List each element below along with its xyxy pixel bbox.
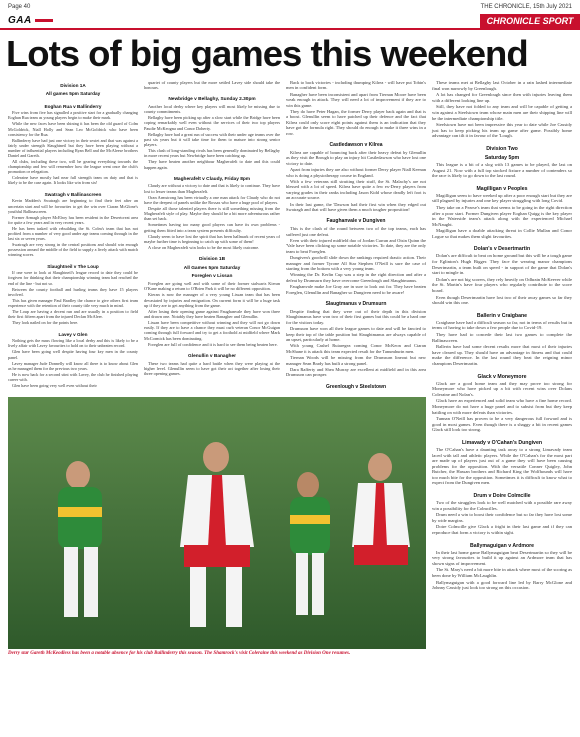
spacer <box>8 258 138 261</box>
match-photo <box>8 397 426 649</box>
paragraph: A lot has changed for Greenlough since then with injuries leaving them with a different looking line up. <box>432 92 572 103</box>
paragraph: Still, they have not folded to any team and will be capable of getting a win against a Steelstown team whose main men are their shipping line will be the intermediate championship title. <box>432 104 572 121</box>
article-column-1 <box>8 80 138 389</box>
paragraph: With a few veterans still strutting their stuff, the St. Malachy's are not blessed with a lot of speed. Kilrea have quite a few ex-Derry players from varying grades in their ranks including Jason Kidd whose deadly left foot is an accurate source. <box>286 178 426 201</box>
spacer <box>286 379 426 382</box>
paragraph: Claudy seem to have lost the spirit that has been hallmark of recent years of maybe further time is beginning to catch up with some of them! <box>144 233 280 244</box>
section-heading: Glenullin v Banagher <box>188 353 236 359</box>
article-column-3 <box>286 80 426 392</box>
spacer <box>144 251 280 254</box>
paragraph: Even with their injured midfield duo of Jordan Curran and Oisin Quinn the 'Vale have been clicking up some notable victories. To date, they are the only team to beat Foreglen. <box>286 238 426 254</box>
paragraph: This has given manager Paul Bradley the chance to give others first team experience with the retention of their county title very much in mind. <box>8 297 138 308</box>
paragraph: Claudy are without a victory to date and that is likely to continue. They have lost to lesser teams than Magherafelt. <box>144 183 280 194</box>
section-heading: Eoghan Rua v Ballinderry <box>44 103 102 109</box>
section-heading: All Games 5pm Saturday <box>183 265 241 271</box>
paragraph: This clash of long-standing rivals has been generally dominated by Bellaghy in more recent years but Newbridge have been catching up. <box>144 148 280 159</box>
paragraph: Sometimes having too many good players can have its own problems - getting them fitted into a team system presents difficulty. <box>144 222 280 233</box>
paragraph: Foreglen are full of confidence and it is hard to see them being beaten here. <box>148 341 278 347</box>
section-band <box>0 14 580 28</box>
spacer <box>8 186 138 189</box>
paragraph: Kevin Madden's Swatragh are beginning to find their feet after an uncertain start and will be favourites to get the win over Ciaran McGlone's youthful Ballinascreen. <box>8 198 138 214</box>
publication-date: THE CHRONICLE, 15th July 2021 <box>480 4 572 10</box>
section-heading: Ballerin v Craigbane <box>476 312 528 319</box>
paragraph: Bellaghy have been picking up after a slow start while the Bridge have been coping remarkably well even without the services of their two top players Paudie McKeogna and Conor Doherty. <box>144 115 280 131</box>
paragraph: The Loup are having a decent run and are usually in a position to field their first fifteen apart from the injured Declan McAleer. <box>8 308 138 319</box>
article-column-4 <box>432 80 572 592</box>
paragraph: Drumsurn have won all their league games to date and will be fancied to keep their top of the table position but Slaughtmanus are always capable of an upset, particularly at home. <box>286 326 426 342</box>
paragraph: Dungiven's goodwill slide down the rankings required drastic action. Their manager and former Tyrone All Star Stephen O'Neill is sure the case of starting from the bottom with a very young team. <box>286 255 426 272</box>
article-column-2 <box>144 80 280 377</box>
section-heading: Glack v Moneymore <box>477 373 527 380</box>
paragraph: Former Armagh player McElroy has been resident in the Desertcreat area for quite a few years and in very recent years. <box>8 214 138 225</box>
paragraph: quartet of county players but the more settled Lavey side should take the honours. <box>144 80 280 91</box>
paragraph: After losing their opening game against Faughanvale they have won three and drawn one. Notably they have beaten Banagher and Glenullin. <box>144 308 280 319</box>
paragraph: Ballerin have had some decent results more that most of their injuries have cleared up. They should have an advantage in fitness and that could make the difference. In the last round they beat the reigning minor champions Desertmartin. <box>432 344 572 366</box>
paragraph: Doire Colmcille give Glack a fright in their last game and if they can reproduce that form a victory is within sight. <box>432 524 572 536</box>
headline: Lots of big games this weekend <box>6 33 528 74</box>
paragraph: Magilligan have a doable attacking threat in Collie Mullan and Conor Logue so that makes them slight favourites. <box>432 228 572 239</box>
paragraph: These two teams had quite a hard battle when they were playing at the higher level. Glenullin seem to have got their act together after losing their three opening games. <box>144 360 280 376</box>
section-heading: Division 1B <box>198 257 226 263</box>
spacer <box>8 98 138 101</box>
paragraph: Glack have an experienced and solid team who have a fine home record. Moneymore do not have a huge panel and to subsist from but they keep battling on with more defeats than victories. <box>432 398 572 415</box>
paragraph: A close on Magherafelt win looks to be the most likely outcome. <box>148 245 260 251</box>
section-heading: Castledawson v Kilrea <box>329 142 383 149</box>
paragraph: Lavey manager Jude Donnelly will know all there is to know about Glen as he managed them for the previous two years. <box>8 360 138 371</box>
paragraph: Dolan's are difficult to beat on home ground but this will be a tough game for Eglinton's Hugh Bigger. They face the wearing manor champions Desertmartin, a team built on speed - in support of the game that Dolan's start to mingle in. <box>432 253 572 276</box>
section-heading: Division 1A <box>60 83 86 88</box>
paragraph: The St. Mary's need a bit more bite in attack where most of the scoring as been done by William McLaughlin. <box>432 567 572 578</box>
spacer <box>432 180 572 183</box>
paragraph: Lissan have been competitive without winning and they will not go down easily. If they are to have a chance they must curb veteran Conor McGuigan coming through full forward and try to get a foothold at midfield where Mark McCormick has been dominating. <box>144 320 280 341</box>
spacer <box>144 91 280 94</box>
spacer <box>8 326 138 329</box>
paragraph: Nothing gets the mass flowing like a local derby and this is likely to be a lively affair with Lavey favourites to hold on to their unbeaten record. <box>8 338 138 349</box>
spacer <box>144 348 280 351</box>
paragraph: They look nailed on for the points here. <box>12 319 79 325</box>
spacer <box>432 307 572 310</box>
paragraph: In their last game, the 'Dawson had their first win when they edged out Swatragh and that will have given them a much tougher proposition! <box>286 201 426 212</box>
section-heading: Magilligan v Peoples <box>476 185 528 192</box>
paragraph: This league is a bit of a slog with 13 games to be played, the last on August 21. Now with a full top stocked fixture a number of contenders so the race is likely to go down to the last round. <box>432 161 572 179</box>
paragraph: Drum need a win to boost their confidence but so far they have lost some by wide margins. <box>432 512 572 523</box>
spacer <box>432 537 572 540</box>
paragraph: Steelstown have not been impressive this year to date while Joe Cassidy just has to keep picking his team up game after game. Possibly home advantage can tilt it in favour of the 'Lough. <box>432 122 572 139</box>
paragraph: Two of the strugglers look to be well matched with a possible rare away win a possibility for the Colmcilles. <box>432 500 572 511</box>
paragraph: Ballinderry have had just one victory in their sextet and that was against a fairly under strength Slaughtneil but they have been playing without a number of influential players including Ryan Bell and the McAleese brothers Daniel and Gareth. <box>8 137 138 158</box>
paragraph: Kilrea are capable of bouncing back after their heavy defeat by Glenullin as they visit the Brough to play an injury hit Castledawson who have lost one victory to date. <box>286 149 426 166</box>
paragraph: They have had to concede their last two games to complete the Ballinascreen. <box>432 332 572 343</box>
section-heading: Foreglen v Lissan <box>191 274 233 280</box>
section-heading: Swatragh v Ballinascreen <box>44 192 102 198</box>
section-heading: Magherafelt v Claudy, Friday 8pm <box>173 176 251 182</box>
page-number: Page 40 <box>8 4 31 10</box>
section-heading: Division Two <box>486 145 518 152</box>
paragraph: Magilligan seem to have weeked up after a poor enough start but they are still plagued by injuries and one key player struggling with long Covid. <box>432 192 572 204</box>
section-label-sport: CHRONICLE SPORT <box>480 14 580 28</box>
accent-bar <box>35 19 53 22</box>
spacer <box>432 368 572 371</box>
paragraph: Between the county football and hurling teams they have 15 players involved. <box>8 286 138 297</box>
paragraph: They have beaten another neighbour Magherafelt to date and this could happen again. <box>144 159 280 170</box>
spacer <box>432 434 572 437</box>
spacer <box>432 487 572 490</box>
spacer <box>432 240 572 243</box>
paragraph: In their last home game Ballymaguigan beat Desertmartin so they will be very strong favourites to build it up against an Ardmore team that has shown signs of improvement. <box>432 549 572 566</box>
paragraph: He has been tasked with rebuilding the St. Colm's team that has not profited from a number of very good under age teams coming through in the last six or seven years. <box>8 225 138 241</box>
spacer <box>144 171 280 174</box>
paragraph: Ballymaguigan with a good forward line led by Barry McGlone and Johnny Cassidy just look too strong on this occasion. <box>432 579 572 591</box>
spacer <box>286 213 426 216</box>
section-heading: Slaughtneil v The Loup <box>47 263 99 269</box>
section-heading: Drum v Doire Colmcille <box>473 493 531 500</box>
paragraph: Kieran is now the manager of a very young Lissan team that has been devastated by injuries and emigration. On current form it will be a huge task up if they are to get anything from the game. <box>144 292 280 308</box>
page-header <box>0 0 580 14</box>
paragraph: Glen have been going very well even without their <box>12 382 97 388</box>
section-heading: Slaugtmanus v Drumsurn <box>325 301 387 308</box>
paragraph: Even though Desertmartin have lost two of their away games so far they should win this one. <box>432 294 572 306</box>
gaa-text: GAA <box>8 15 32 26</box>
paragraph: They take on a Pearse's team that seems to be going in the right direction after a poor start. Former Dungiven player Eoghan Quigg is the key player in the Waterside team's attack along with the experienced Michael McNaught. <box>432 204 572 227</box>
paragraph: Back to back victories - including thumping Kilrea - will have put Tobin's men in confident form. <box>286 80 426 91</box>
paragraph: Coleraine have mostly had near full strength team on duty and that is likely to be the case again. It looks like win from six! <box>8 174 138 185</box>
spacer <box>432 140 572 143</box>
spacer <box>286 137 426 140</box>
paragraph: Glack are a good home team and they may prove too strong for Moneymore who have picked up a bit with recent wins over Dolans Coleraine and Nolan's. <box>432 380 572 397</box>
paragraph: While the new faces have been shining it has been the old guard of Colm McGoldrick, Niall Holly and Sean Leo McGoldrick who have been consistency for the Rua. <box>8 121 138 137</box>
paragraph: Dolan's are not big scorers, they rely heavily on Odhrain McKeever while the St. Martin's have four players who regularly contribute to the score board. <box>432 276 572 294</box>
paragraph: Banagher have been inconsistent and apart from Tiernan Moore have been weak enough in attack. They will need a lot of improvement if they are to win this game. <box>286 91 426 108</box>
paragraph: Oran Armstrong has been virtually a one man attack for Claudy who do not have the deepest of panels unlike the Rossas who have a huge pool of players. <box>144 194 280 205</box>
paragraph: Despite finding that they were out of their depth in this division Slaughtmanus have won two of their first games but this could be a hard one for the visitors today. <box>286 308 426 325</box>
section-label-gaa <box>8 15 53 26</box>
paragraph: This is the clash of the round between two of the top teams, each has suffered just one defeat. <box>286 226 426 237</box>
section-heading: Saturday 5pm <box>484 154 520 161</box>
paragraph: Winning the Dr. Kerlin Cup was a step in the right direction and after a defeat by Drumsurn they have overcome Greenlough and Slaughtmanus. <box>286 272 426 283</box>
paragraph: Swatragh are very strong in the central positions and should win enough possession around the middle of the field to supply a lively attack with match winning scores. <box>8 241 138 257</box>
paragraph: Faughanvale make Joe Gray are in sure to look out for. They have beaten Foreglen, Glenullin and Banagher so Dungiven need to be aware! <box>286 284 426 295</box>
section-heading: Ballymaguigan v Ardmore <box>469 542 535 549</box>
section-heading: Greenlough v Steelstown <box>325 383 386 390</box>
section-heading: Newbridge v Bellaghy, Sunday 2.30pm <box>168 97 256 103</box>
section-heading: Lavey v Glen <box>58 331 88 337</box>
paragraph: The O'Cahan's have a daunting task away to a strong Limavady team laced with tall and athletic players. While the O'Cahan's for the most part are made up of players just out of a game they will have been causing problems for the opposition. With the versatile Conner Quigley, John Butcher, the Hassan brothers and Richard King the Wolfhounds will have too much bite for the opposition. Sometimes it is difficult to know what to expect from the Dungiven men. <box>432 446 572 486</box>
paragraph: Apart from injuries they are also without former Derry player Niall Keenan who is doing a physiotherapy course in England. <box>286 167 426 178</box>
paragraph: They do have Peter Hagan, the former Derry player back again and that is a boost. Glenullin seem to have patched up their defence and the fact that Kilrea could only score eight points against them is an indication that they have got the formula right. They should do enough to make it three wins in a row. <box>286 109 426 136</box>
section-heading: Dolan's v Desertmartin <box>473 246 531 253</box>
photo-caption: Derry star Gareth McKeodless has been a notable absence for his club Ballinderry this season. The Shamrock's visit Coleraine this weekend as Division One resumes. <box>8 651 351 656</box>
section-heading: All games 5pm Saturday <box>45 91 101 97</box>
paragraph: He is now back for a second stint with Lavey, the club he finished playing career with. <box>8 371 138 382</box>
paragraph: Glen have been going well despite having four key men in the county panel. <box>8 349 138 360</box>
paragraph: Dara Rafferty and Shea Murray are excellent at midfield and in this area Drumsurn can prosper. <box>286 367 426 378</box>
paragraph: Tiernan Woods will be missing from the Drumsurn lineout but new manager Sean Brady has built a strong panel. <box>286 355 426 366</box>
paragraph: Foreglen are going well and with some of their former stalwarts Kieran O'Kane making a return to O'Brien Park it will be no different opposition. <box>144 281 280 292</box>
paragraph: All clubs, including these two, will be gearing everything towards the championship and few will remember how the league went once the club's promotion or relegation. <box>8 158 138 174</box>
paragraph: Bellaghy have had a great run of success with their under age teams over the past six years but it will take time for them to mature into strong senior players. <box>144 131 280 147</box>
paragraph: These teams met at Bellaghy last October in a rain lashed intermediate final won narrowly by Greenlough. <box>432 80 572 91</box>
paragraph: If one were to look at Slaughtneil's league record to date they could be forgiven for thinking that their championship winning team had reached the end of the line - but not so. <box>8 270 138 286</box>
paragraph: Another local derby where key players will most likely be missing due to county commitments. <box>144 103 280 115</box>
section-heading: Faughanvale v Dungiven <box>326 218 386 225</box>
divider-rule <box>0 28 580 30</box>
paragraph: Five wins from five has signalled a positive start for a gradually changing Eoghan Rua team as young players begin to make their mark. <box>8 110 138 121</box>
paragraph: With young Cashel Ruiaregea coming Conor McKeon and Ciaran McShane it is attack this team expected result for the Tanumhurin men. <box>286 343 426 354</box>
match-photo-illustration <box>8 397 426 649</box>
paragraph: Tunnan O'Neill has proven to be a very dangerous full forward and is good in most games. Even though there is a shaggy a bit in recent games Glack still look too strong. <box>432 416 572 433</box>
section-heading: Limavady v O'Cahan's Dungiven <box>461 439 542 446</box>
paragraph: Despite all those talented players there is still something missing from the Magherafelt style of play. Maybe they should be a bit more adventurous rather than set back. <box>144 206 280 222</box>
spacer <box>286 296 426 299</box>
paragraph: Craigbane have had a difficult season so far, not in terms of results but in terms of having to take down a few people due to Covid-19. <box>432 319 572 331</box>
